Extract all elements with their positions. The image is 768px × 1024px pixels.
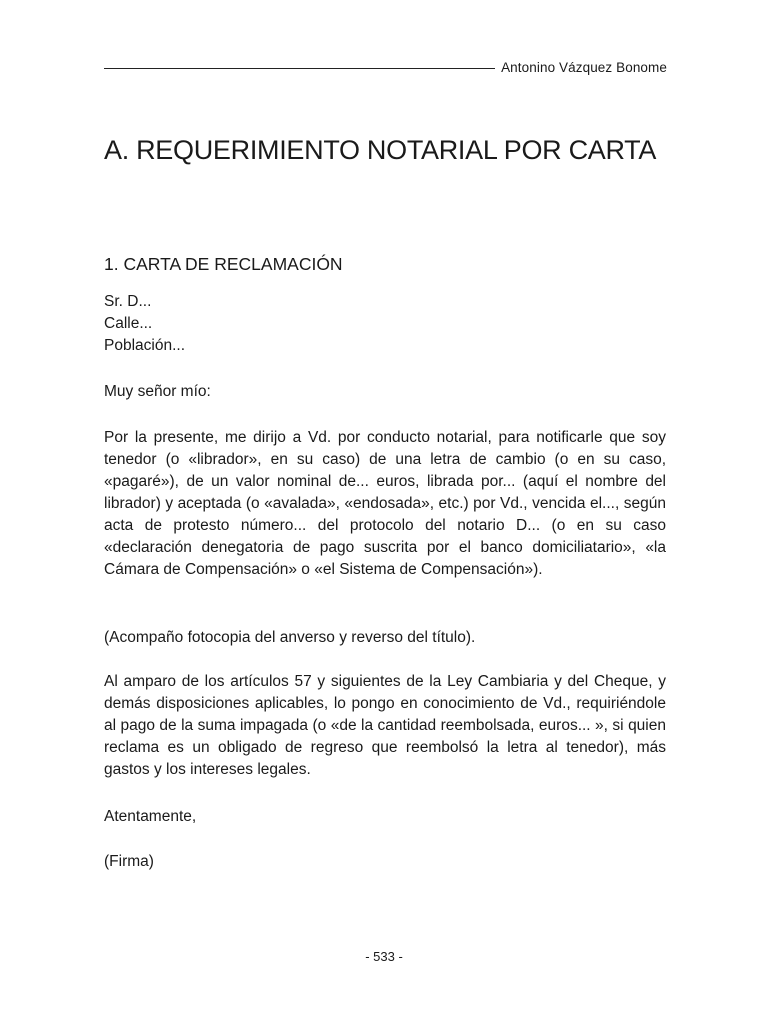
address-line: Población...	[104, 337, 185, 354]
paragraph-notification: Por la presente, me dirijo a Vd. por conducto notarial, para notificarle que soy tenedor (o «librador», en su caso) de una letra de cambio (o en su caso, «pagaré»), de un valor nominal de... euros, librada por... (aquí el nombre del librador) y aceptada (o «avalada», «endosada», etc.) por Vd., vencida el..., según acta de protesto número... del protocolo del notario D... (o en su caso «declaración denegatoria de pago suscrita por el banco domiciliatario», «la Cámara de Compensación» o «el Sistema de Compensación»).	[104, 429, 666, 578]
chapter-title: A. REQUERIMIENTO NOTARIAL POR CARTA	[104, 135, 657, 165]
address-line: Calle...	[104, 315, 153, 332]
header-rule	[104, 68, 495, 69]
section-title: 1. CARTA DE RECLAMACIÓN	[104, 254, 343, 274]
paragraph-attachment: (Acompaño fotocopia del anverso y reverso del título).	[104, 629, 476, 646]
address-line: Sr. D...	[104, 293, 152, 310]
page-number: - 533 -	[365, 949, 403, 964]
signature-placeholder: (Firma)	[104, 853, 154, 870]
salutation: Muy señor mío:	[104, 383, 211, 400]
recipient-address	[104, 291, 666, 357]
closing: Atentamente,	[104, 808, 197, 825]
paragraph-requirement: Al amparo de los artículos 57 y siguientes de la Ley Cambiaria y del Cheque, y demás disposiciones aplicables, lo pongo en conocimiento de Vd., requiriéndole al pago de la suma impagada (o «de la cantidad reembolsada, euros... », si quien reclama es un obligado de regreso que reembolsó la letra al tenedor), más gastos y los intereses legales.	[104, 673, 666, 778]
header-author: Antonino Vázquez Bonome	[501, 59, 667, 75]
running-header	[104, 57, 667, 77]
